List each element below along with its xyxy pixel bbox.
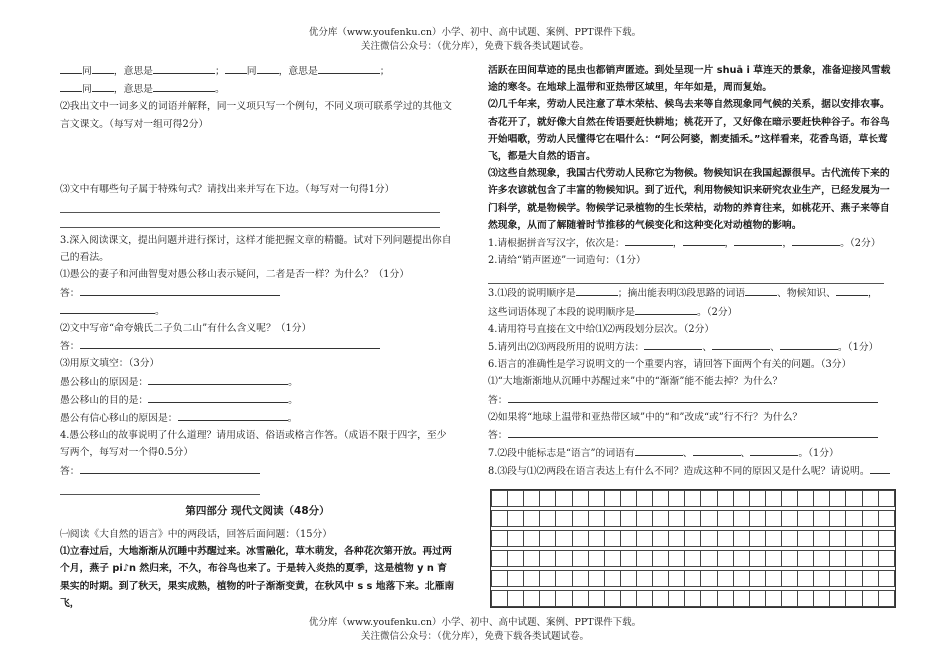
answer-blank[interactable] [80,462,260,474]
blank[interactable] [734,234,782,246]
section-3-intro: 3.深入阅读课文，提出问题并进行探讨，这样才能把握文章的精髓。试对下列问题提出你自己的看法。 [60,235,452,264]
question-2-text: ⑵我出文中一词多义的词语并解释，同一义项只写一个例句，不同义项可联系学过的其他文言文课文。（每写对一组可得2分） [60,101,452,130]
blank[interactable] [683,234,725,246]
question-6: 6.语言的准确性是学习说明文的一个重要内容，请回答下面两个有关的问题。（3分） [488,359,852,371]
section-3-question-2: ⑵文中写帝“命夸娥氏二子负二山”有什么含义呢？（1分） [60,323,312,335]
blank[interactable] [257,62,279,74]
answer-space [60,133,455,181]
header-line-2: 关注微信公众号：（优分库），免费下载各类试题试卷。 [360,41,589,52]
blank[interactable] [644,338,702,350]
question-2: 2.请给“销声匿迹”一词造句：（1分） [488,255,646,267]
answer-line[interactable] [60,198,440,213]
word-meaning-line-1: 同 ，意思是 ； 同 ，意思是 ； [60,62,455,80]
blank[interactable] [750,444,798,456]
question-6-1: ⑴“大地渐渐地从沉睡中苏醒过来”中的“渐渐”能不能去掉？为什么？ [488,376,783,388]
blank[interactable] [780,338,838,350]
fill-row-2: 愚公移山的目的是： 。 [60,391,455,409]
page-footer [0,616,950,644]
fill-blank[interactable] [148,373,288,385]
question-4: 4.请用符号直接在文中给⑴⑵两段划分层次。（2分） [488,323,715,335]
reading-paragraph-1-continued: 活跃在田间草迹的昆虫也都销声匿迹。到处呈现一片 shuā i 草连天的景象，准备迎接风雪载途的寒冬。在地球上温带和亚热带区域里，年年如是，周而复始。 [488,65,891,94]
blank[interactable] [153,62,215,74]
answer-row: 答： [60,337,455,355]
answer-row: 答： [60,284,455,302]
blank[interactable] [792,234,840,246]
blank[interactable] [225,62,247,74]
blank[interactable] [745,284,777,296]
answer-line[interactable] [60,480,260,495]
footer-line-2: 关注微信公众号：（优分库），免费下载各类试题试卷。 [360,631,589,642]
blank[interactable] [92,80,114,92]
question-3-cont: 这些词语体现了本段的说明顺序是 。（2分） [488,303,893,321]
blank[interactable] [60,80,82,92]
fill-row-1: 愚公移山的原因是： 。 [60,373,455,391]
blank[interactable] [60,62,82,74]
answer-row: 答： [60,462,455,480]
header-line-1: 优分库（www.youfenku.cn）小学、初中、高中试题、案例、PPT课件下载。 [308,27,642,38]
reading-paragraph-1: ⑴立春过后，大地渐渐从沉睡中苏醒过来。冰雪融化，草木萌发，各种花次第开放。再过两个月，燕子 pi♪n 然归来，不久，布谷鸟也来了。于是转入炎热的夏季，这是植物 y n 育果实的时期。到了秋天，果实成熟，植物的叶子渐渐变黄，在秋风中 s s 地落下来。北雁南飞， [60,546,455,609]
answer-row: 。 [60,302,455,320]
answer-row: 答： [488,391,893,409]
answer-blank[interactable] [508,391,878,403]
reading-paragraph-2: ⑵几千年来，劳动人民注意了草木荣枯、候鸟去来等自然现象同气候的关系，据以安排农事。杏花开了，就好像大自然在传语要赶快耕地；桃花开了，又好像在暗示要赶快种谷子。布谷鸟开始唱歌，劳动人民懂得它在唱什么：“阿公阿婆，割麦插禾。”这样看来，花香鸟语，草长莺飞，都是大自然的语言。 [488,99,890,163]
writing-grid[interactable] [490,489,896,608]
reading-intro: ㈠阅读《大自然的语言》中的两段话，回答后面问题：（15分） [60,529,333,541]
blank[interactable] [92,62,114,74]
question-5: 5.请列出⑵⑶两段所用的说明方法： 、 、 。（1分） [488,338,893,356]
question-3-text: ⑶文中有哪些句子属于特殊句式？请找出来并写在下边。（每写对一句得1分） [60,183,395,195]
blank[interactable] [836,284,868,296]
right-column [488,62,893,481]
section-3-question-3: ⑶用原文填空：（3分） [60,358,160,370]
answer-blank[interactable] [80,337,380,349]
blank[interactable] [635,444,683,456]
question-6-2: ⑵如果将“地球上温带和亚热带区域”中的“和”改成“或”行不行？为什么？ [488,411,803,423]
blank[interactable] [712,338,770,350]
blank[interactable] [576,284,618,296]
answer-blank[interactable] [80,284,280,296]
blank[interactable] [153,80,215,92]
section-4-question: 4.愚公移山的故事说明了什么道理？请用成语、俗语或格言作答。（成语不限于四字，至少写两个，每写对一个得0.5分） [60,430,447,459]
blank[interactable] [635,303,697,315]
fill-blank[interactable] [178,409,288,421]
left-column [60,62,455,612]
question-3: 3.⑴段的说明顺序是 ；摘出能表明⑶段思路的词语 、物候知识、 ， [488,284,893,302]
question-1: 1.请根据拼音写汉字，依次是： ， ， ， 。（2分） [488,234,893,252]
answer-row: 答： [488,426,893,444]
part-4-title: 第四部分 现代文阅读（48分） [185,504,330,517]
page-header [0,26,950,54]
question-8: 8.⑶段与⑴⑵两段在语言表达上有什么不同？造成这种不同的原因又是什么呢？请说明。 [488,462,893,480]
writing-grid-table [491,490,895,607]
blank[interactable] [625,234,673,246]
reading-paragraph-3: ⑶这些自然现象，我国古代劳动人民称它为物候。物候知识在我国起源很早。古代流传下来的许多农谚就包含了丰富的物候知识。到了近代，利用物候知识来研究农业生产，已经发展为一门科学，就是物候学。物候学记录植物的生长荣枯，动物的养育往来，如桃花开、燕子来等自然现象，从而了解随着时节推移的气候变化和这种变化对动植物的影响。 [488,168,890,231]
answer-blank[interactable] [60,302,155,314]
blank[interactable] [693,444,741,456]
section-3-question-1: ⑴愚公的妻子和河曲智叟对愚公移山表示疑问，二者是否一样？为什么？（1分） [60,269,410,281]
question-7: 7.⑵段中能标志是“语言”的词语有 、 、 。（1分） [488,444,893,462]
blank[interactable] [870,462,890,474]
answer-line[interactable] [60,213,440,228]
answer-line[interactable] [488,269,884,284]
footer-line-1: 优分库（www.youfenku.cn）小学、初中、高中试题、案例、PPT课件下载。 [308,617,642,628]
fill-blank[interactable] [148,391,288,403]
fill-row-3: 愚公有信心移山的原因是： 。 [60,409,455,427]
blank[interactable] [318,62,380,74]
answer-blank[interactable] [508,426,878,438]
word-meaning-line-2: 同 ，意思是 。 [60,80,455,98]
